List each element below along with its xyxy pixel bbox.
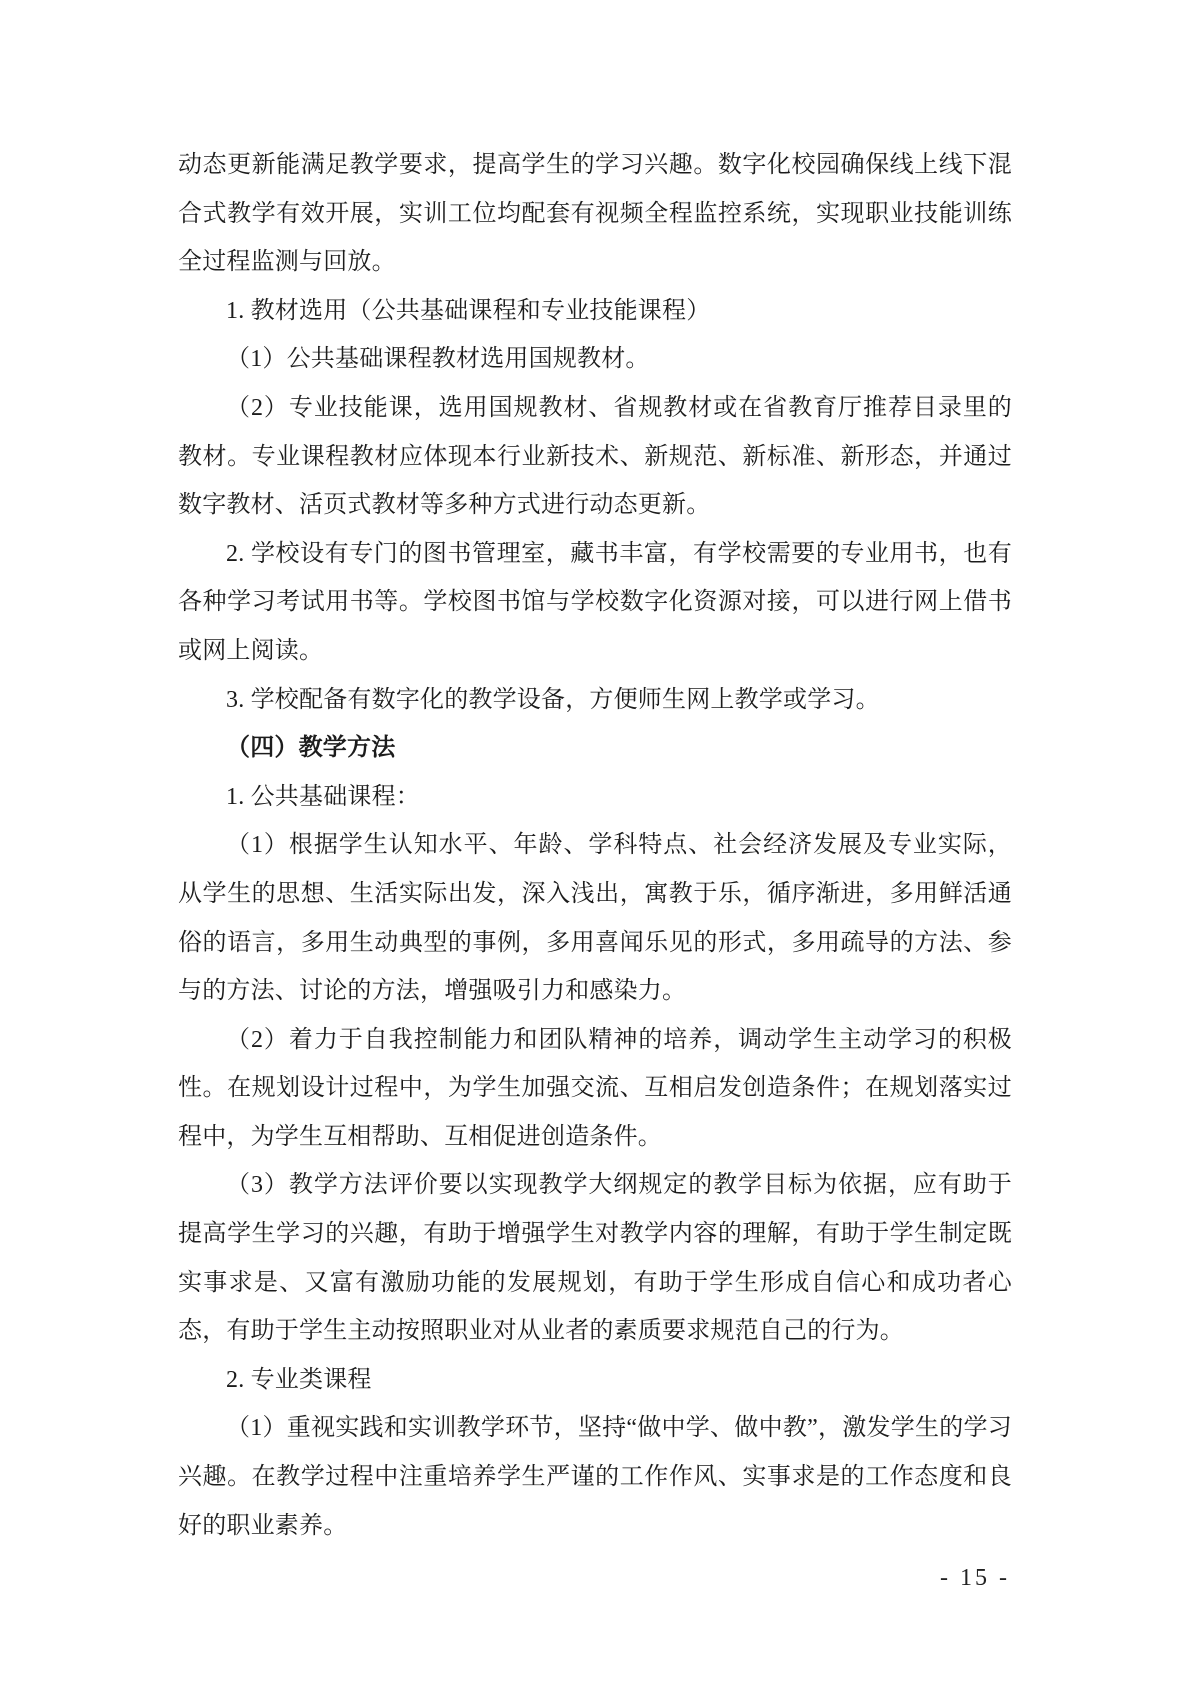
paragraph-professional-courses-label: 2. 专业类课程 bbox=[226, 1366, 372, 1393]
paragraph-digital-equipment: 3. 学校配备有数字化的教学设备，方便师生网上教学或学习。 bbox=[226, 686, 880, 713]
paragraph-textbook-selection: 1. 教材选用（公共基础课程和专业技能课程） bbox=[226, 297, 711, 324]
paragraph-skill-course-textbook: （2）专业技能课，选用国规教材、省规教材或在省教育厅推荐目录里的教材。专业课程教材应体现本行业新技术、新规范、新标准、新形态，并通过数字教材、活页式教材等多种方式进行动态更新。 bbox=[178, 394, 1012, 519]
section-heading-teaching-methods: （四）教学方法 bbox=[226, 734, 396, 762]
document-body bbox=[178, 141, 1012, 1550]
paragraph-basic-method-1: （1）根据学生认知水平、年龄、学科特点、社会经济发展及专业实际，从学生的思想、生活实际出发，深入浅出，寓教于乐，循序渐进，多用鲜活通俗的语言，多用生动典型的事例，多用喜闻乐见的形式，多用疏导的方法、参与的方法、讨论的方法，增强吸引力和感染力。 bbox=[178, 832, 1012, 1005]
paragraph-basic-method-3: （3）教学方法评价要以实现教学大纲规定的教学目标为依据，应有助于提高学生学习的兴趣，有助于增强学生对教学内容的理解，有助于学生制定既实事求是、又富有激励功能的发展规划，有助于学生形成自信心和成功者心态，有助于学生主动按照职业对从业者的素质要求规范自己的行为。 bbox=[178, 1172, 1012, 1345]
paragraph-professional-method-1: （1）重视实践和实训教学环节，坚持“做中学、做中教”，激发学生的学习兴趣。在教学过程中注重培养学生严谨的工作作风、实事求是的工作态度和良好的职业素养。 bbox=[178, 1415, 1012, 1539]
paragraph-library: 2. 学校设有专门的图书管理室，藏书丰富，有学校需要的专业用书，也有各种学习考试用书等。学校图书馆与学校数字化资源对接，可以进行网上借书或网上阅读。 bbox=[178, 540, 1012, 664]
paragraph-basic-courses-label: 1. 公共基础课程： bbox=[226, 783, 420, 810]
paragraph-basic-course-textbook: （1）公共基础课程教材选用国规教材。 bbox=[226, 346, 650, 373]
page-number: - 15 - bbox=[940, 1565, 1010, 1591]
paragraph-basic-method-2: （2）着力于自我控制能力和团队精神的培养，调动学生主动学习的积极性。在规划设计过程中，为学生加强交流、互相启发创造条件；在规划落实过程中，为学生互相帮助、互相促进创造条件。 bbox=[178, 1026, 1012, 1150]
paragraph-continuation: 动态更新能满足教学要求，提高学生的学习兴趣。数字化校园确保线上线下混合式教学有效开展，实训工位均配套有视频全程监控系统，实现职业技能训练全过程监测与回放。 bbox=[178, 152, 1012, 276]
